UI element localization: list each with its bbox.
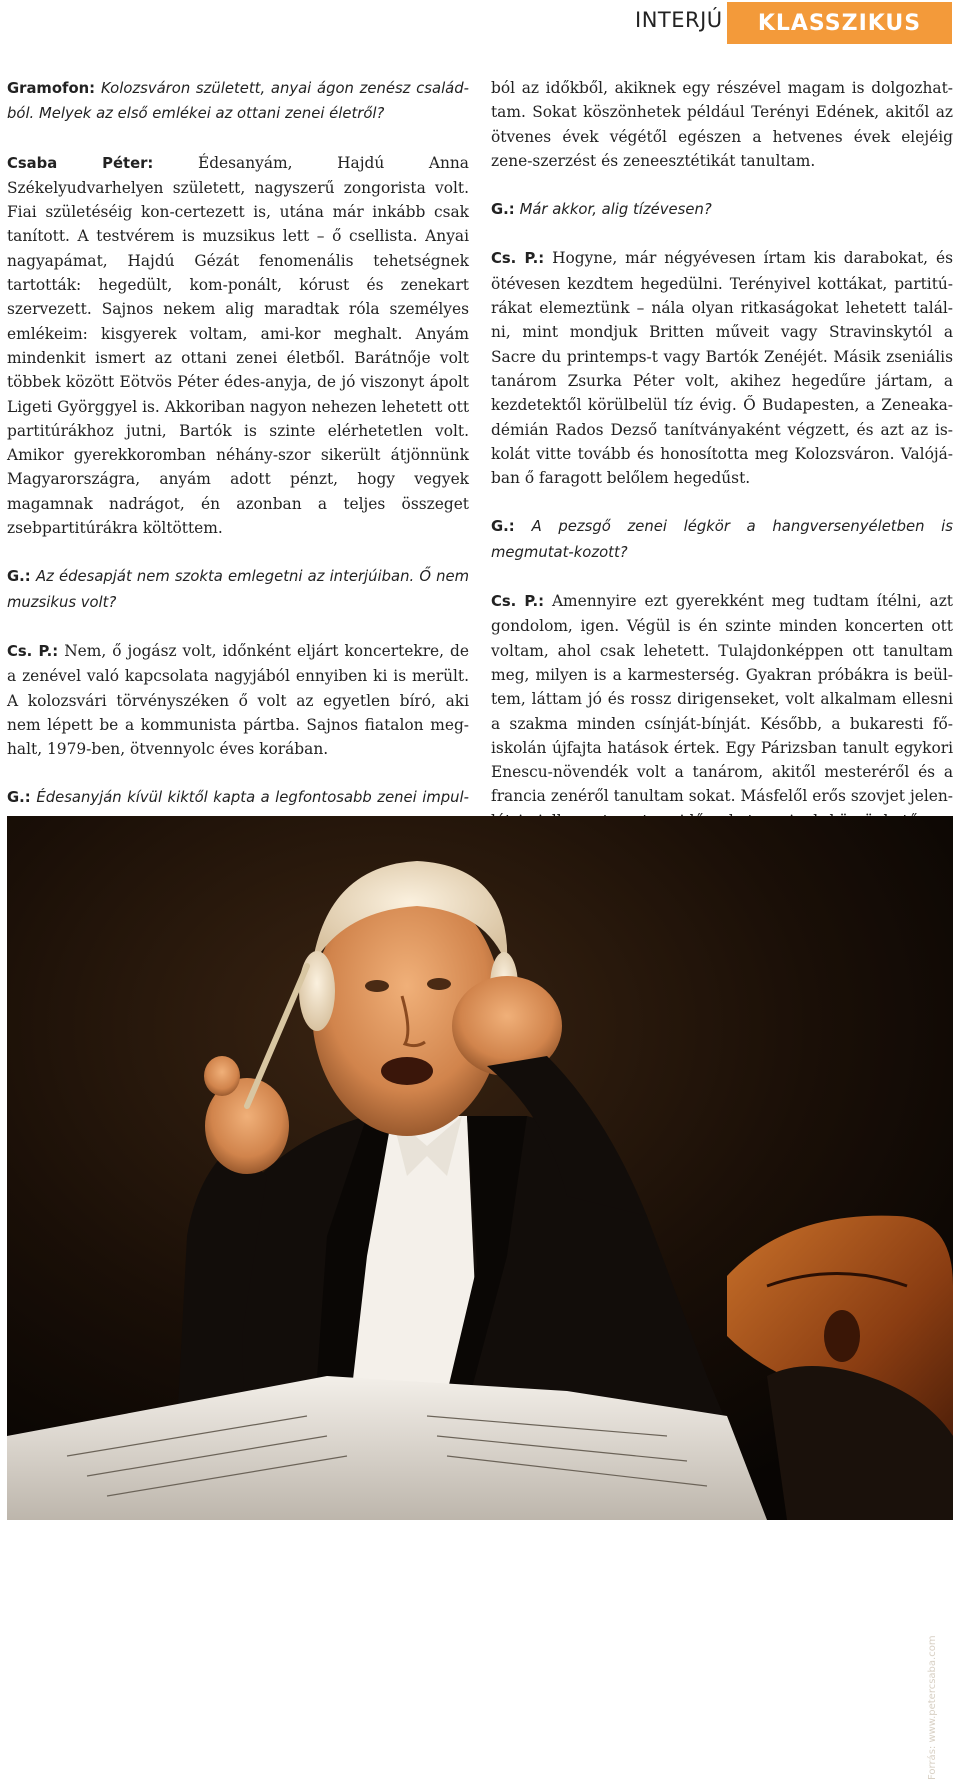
speaker-label: G.:: [491, 518, 515, 536]
answer-text: ból az időkből, akiknek egy részével magam is dolgozhat-tam. Sokat köszönhetek például Terényi Edének, akitől az ötvenes évek végétől egészen a hetvenes évek elejéig zene-szerzést és zeneesztétikát tanultam.: [491, 79, 953, 170]
question-text: A pezsgő zenei légkör a hangversenyéletben is megmutat-kozott?: [491, 518, 953, 561]
answer-text: Amennyire ezt gyerekként meg tudtam ítélni, azt gondolom, igen. Végül is én szinte minden koncerten ott voltam, ahol csak lehetett. Tulajdonképpen ott tanultam meg, milyen is a karmesterség. Gyakran próbákra is beül-tem, láttam jó és rossz dirigenseket, volt alkalmam ellesni a szakma minden csínját-bínját. Később, a bukaresti fő-iskolán újfajta hatások értek. Egy Párizsban tanult egykori Enescu-növendék volt a tanárom, akitől mesteréről és a francia zenéről tanultam sokat. Másfelől erős szovjet jelen-: [491, 592, 953, 806]
question-text: Az édesapját nem szokta emlegetni az interjúiban. Ő nem muzsikus volt?: [7, 568, 469, 611]
speaker-label: Cs. P.:: [491, 250, 545, 268]
interview-question: [491, 197, 953, 222]
interview-answer: [491, 76, 953, 173]
speaker-label: G.:: [7, 789, 31, 807]
question-text: Édesanyján kívül kiktől kapta a legfontosabb zenei impul-: [36, 789, 469, 807]
speaker-label: Cs. P.:: [7, 642, 59, 660]
question-text: Kolozsváron született, anyai ágon zenész család-ból. Melyek az első emlékei az ottani zenei életről?: [7, 80, 469, 123]
question-text: Már akkor, alig tízévesen?: [519, 201, 712, 219]
answer-text: Nem, ő jogász volt, időnként eljárt koncertekre, de a zenével való kapcsolata nagyjából ennyiben ki is merült. A kolozsvári törvényszéken ő volt az egyetlen bíró, aki nem lépett be a kommunista pártba. Sajnos fiatalon meg-halt, 1979-ben, ötvennyolc éves korában.: [7, 641, 469, 759]
conductor-photo-illustration: [7, 816, 953, 1520]
interview-question: [491, 514, 953, 565]
interview-answer: [7, 151, 469, 541]
speaker-label: G.:: [7, 568, 31, 586]
interview-answer: [7, 639, 469, 761]
answer-text: Édesanyám, Hajdú Anna Székelyudvarhelyen született, nagyszerű zongorista volt. Fiai születéséig kon-certezett is, utána már inkább csak tanított. A testvérem is muzsikus lett – ő csellista. Anyai nagyapámat, Hajdú Gézát fenomenális tehetségnek tartották: hegedült, kom-ponált, kórust és zenekart szervezett. Sajnos nekem alig maradtak róla személyes emlékeim: kisgyerek voltam, ami-kor meghalt. Anyám mindenkit ismert az ottani zenei életből. Barátnője volt többek között Eötvös Péter édes-anyja, de jó viszonyt ápolt Ligeti Györggyel is. Akkoriban nagyon nehezen lehetett ott partitúrákhoz jutni, Bartók is szinte elérhetetlen volt. Amikor gyerekkoromban néhány-szor sikerült átjönnünk Magyarországra, anyám adott pénzt, hogy vegyek magamnak nadrágot, én azonban a teljes összeget zsebpartitúrákra költöttem.: [7, 153, 469, 538]
interview-question: [7, 564, 469, 615]
speaker-label: Csaba Péter:: [7, 154, 154, 172]
conductor-photo: [7, 816, 953, 1780]
section-label: INTERJÚ: [635, 8, 723, 32]
article-column-right: [491, 76, 953, 857]
interview-question: [7, 76, 469, 127]
photo-credit: Forrás: www.petercsaba.com: [927, 1635, 938, 1780]
speaker-label: Cs. P.:: [491, 593, 545, 611]
speaker-label: G.:: [491, 201, 515, 219]
category-tag: KLASSZIKUS: [727, 2, 952, 44]
speaker-label: Gramofon:: [7, 80, 96, 97]
answer-text: Hogyne, már négyévesen írtam kis darabokat, és ötévesen kezdtem hegedülni. Terényivel kottákat, partitú-rákat elemeztünk – nála olyan ritkaságokat lehetett talál-ni, mint mondjuk Britten műveit vagy Stravinskytól a Sacre du printemps-t vagy Bartók Zenéjét. Másik zseniális tanárom Zsurka Péter volt, akihez hegedűre jártam, a kezdetektől körülbelül tíz évig. Ő Budapesten, a Zeneaka-démián Rados Dezső tanítványaként végzett, és azt az is-kolát vitte tovább és honosította meg Kolozsváron. Valójá-ban ő faragott belőlem hegedűst.: [491, 249, 953, 488]
interview-answer: [491, 246, 953, 490]
article-column-left: [7, 76, 469, 910]
